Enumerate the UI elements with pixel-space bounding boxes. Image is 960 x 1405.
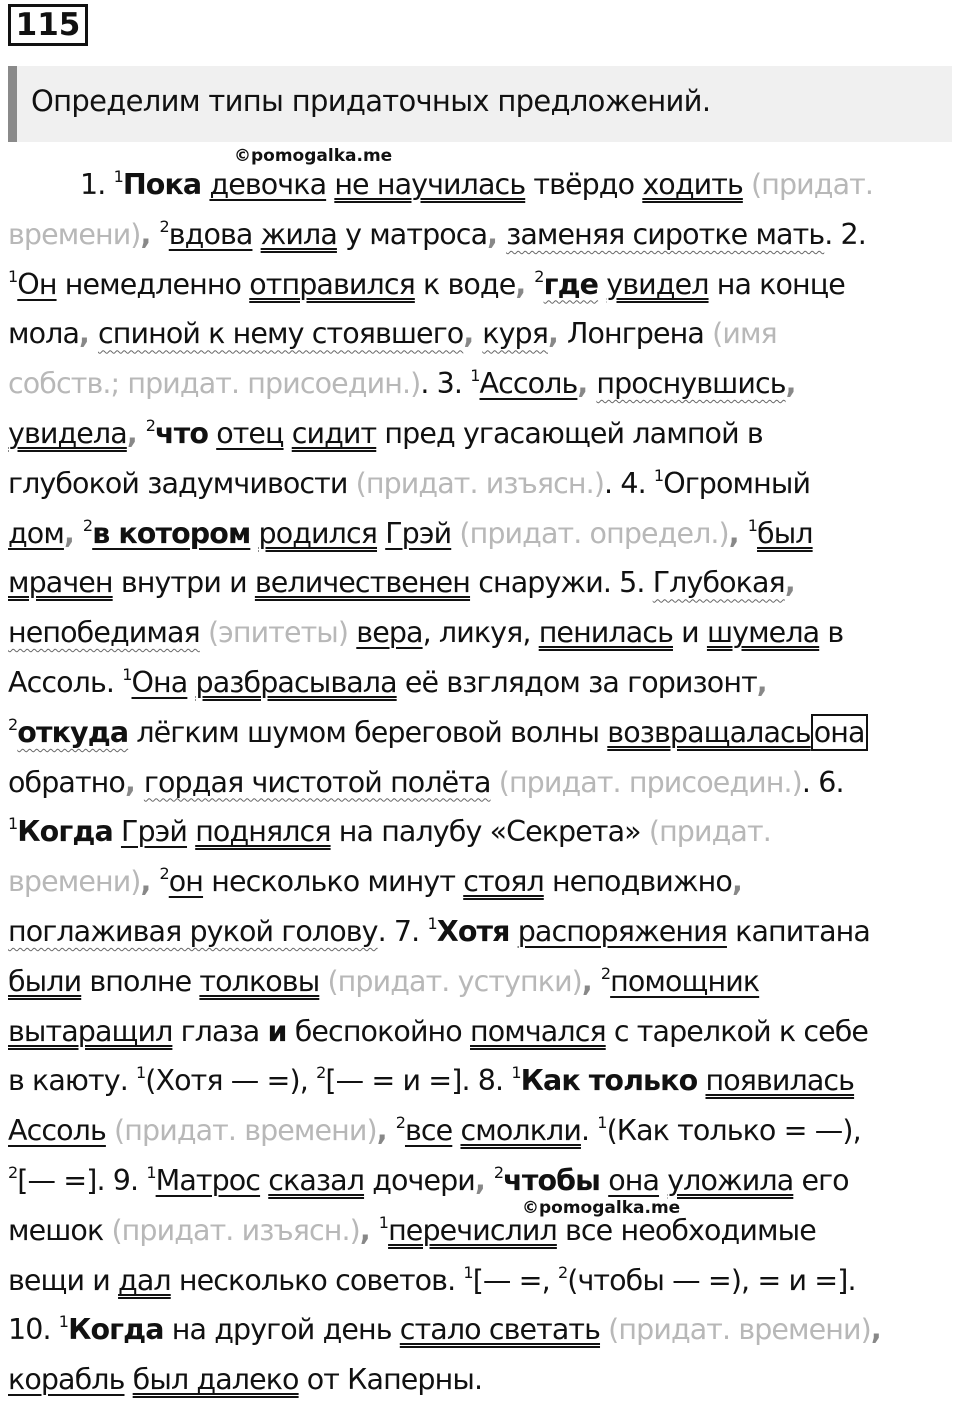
text-line: собств.; придат. присоедин.). 3. $^1$Ассоль, проснувшись,: [8, 366, 796, 401]
text-line: времени), $^2$он несколько минут стоял неподвижно,: [8, 864, 742, 899]
text-line: непобедимая (эпитеты) вера, ликуя, пенилась и шумела в: [8, 616, 844, 650]
text-line: мешок (придат. изъясн.), $^1$перечислил все необходимые: [8, 1212, 816, 1247]
text-line: поглаживая рукой голову. 7. $^1$Хотя распоряжения капитана: [8, 913, 870, 948]
text-line: $^1$Когда Грэй поднялся на палубу «Секрета» (придат.: [8, 814, 771, 849]
text-line: $^2$откуда лёгким шумом береговой волны возвращалась она: [8, 708, 960, 758]
exercise-text: [8, 160, 960, 1405]
text-line: в каюту. $^1$(Хотя — =), $^2$[— = и =]. 8. $^1$Как только появилась: [8, 1063, 855, 1098]
text-line: дом, $^2$в котором родился Грэй (придат. определ.), $^1$был: [8, 515, 813, 550]
text-line: глубокой задумчивости (придат. изъясн.). 4. $^1$Огромный: [8, 465, 811, 500]
text-line: времени), $^2$вдова жила у матроса, заменяя сиротке мать. 2.: [8, 216, 866, 251]
text-line: $^2$[— =]. 9. $^1$Матрос сказал дочери, $^2$чтобы она уложила его: [8, 1162, 849, 1197]
watermark-bottom: ©pomogalka.me: [522, 1198, 681, 1218]
text-line: 1. $^1$Пока девочка не научилась твёрдо ходить (придат.: [80, 167, 873, 201]
text-line: корабль был далеко от Каперны.: [8, 1363, 483, 1397]
text-line: $^1$Он немедленно отправился к воде, $^2$где увидел на конце: [8, 266, 845, 301]
text-line: Ассоль. $^1$Она разбрасывала её взглядом за горизонт,: [8, 664, 767, 699]
text-line: мрачен внутри и величественен снаружи. 5. Глубокая,: [8, 566, 795, 600]
section-header: [8, 66, 952, 142]
text-line: увидела, $^2$что отец сидит пред угасающей лампой в: [8, 415, 763, 450]
watermark-top: ©pomogalka.me: [234, 146, 393, 166]
text-line: вытаращил глаза и беспокойно помчался с тарелкой к себе: [8, 1014, 869, 1048]
exercise-number: 115: [8, 4, 88, 46]
text-line: Ассоль (придат. времени), $^2$все смолкли. $^1$(Как только = —),: [8, 1113, 861, 1148]
header-title: Определим типы придаточных предложений.: [31, 84, 711, 118]
text-line: мола, спиной к нему стоявшего, куря, Лонгрена (имя: [8, 317, 777, 351]
text-line: обратно, гордая чистотой полёта (придат. присоедин.). 6.: [8, 765, 844, 799]
text-line: 10. $^1$Когда на другой день стало светать (придат. времени),: [8, 1312, 881, 1347]
text-line: были вполне толковы (придат. уступки), $^2$помощник: [8, 963, 760, 998]
text-line: вещи и дал несколько советов. $^1$[— =, $^2$(чтобы — =), = и =].: [8, 1262, 856, 1297]
